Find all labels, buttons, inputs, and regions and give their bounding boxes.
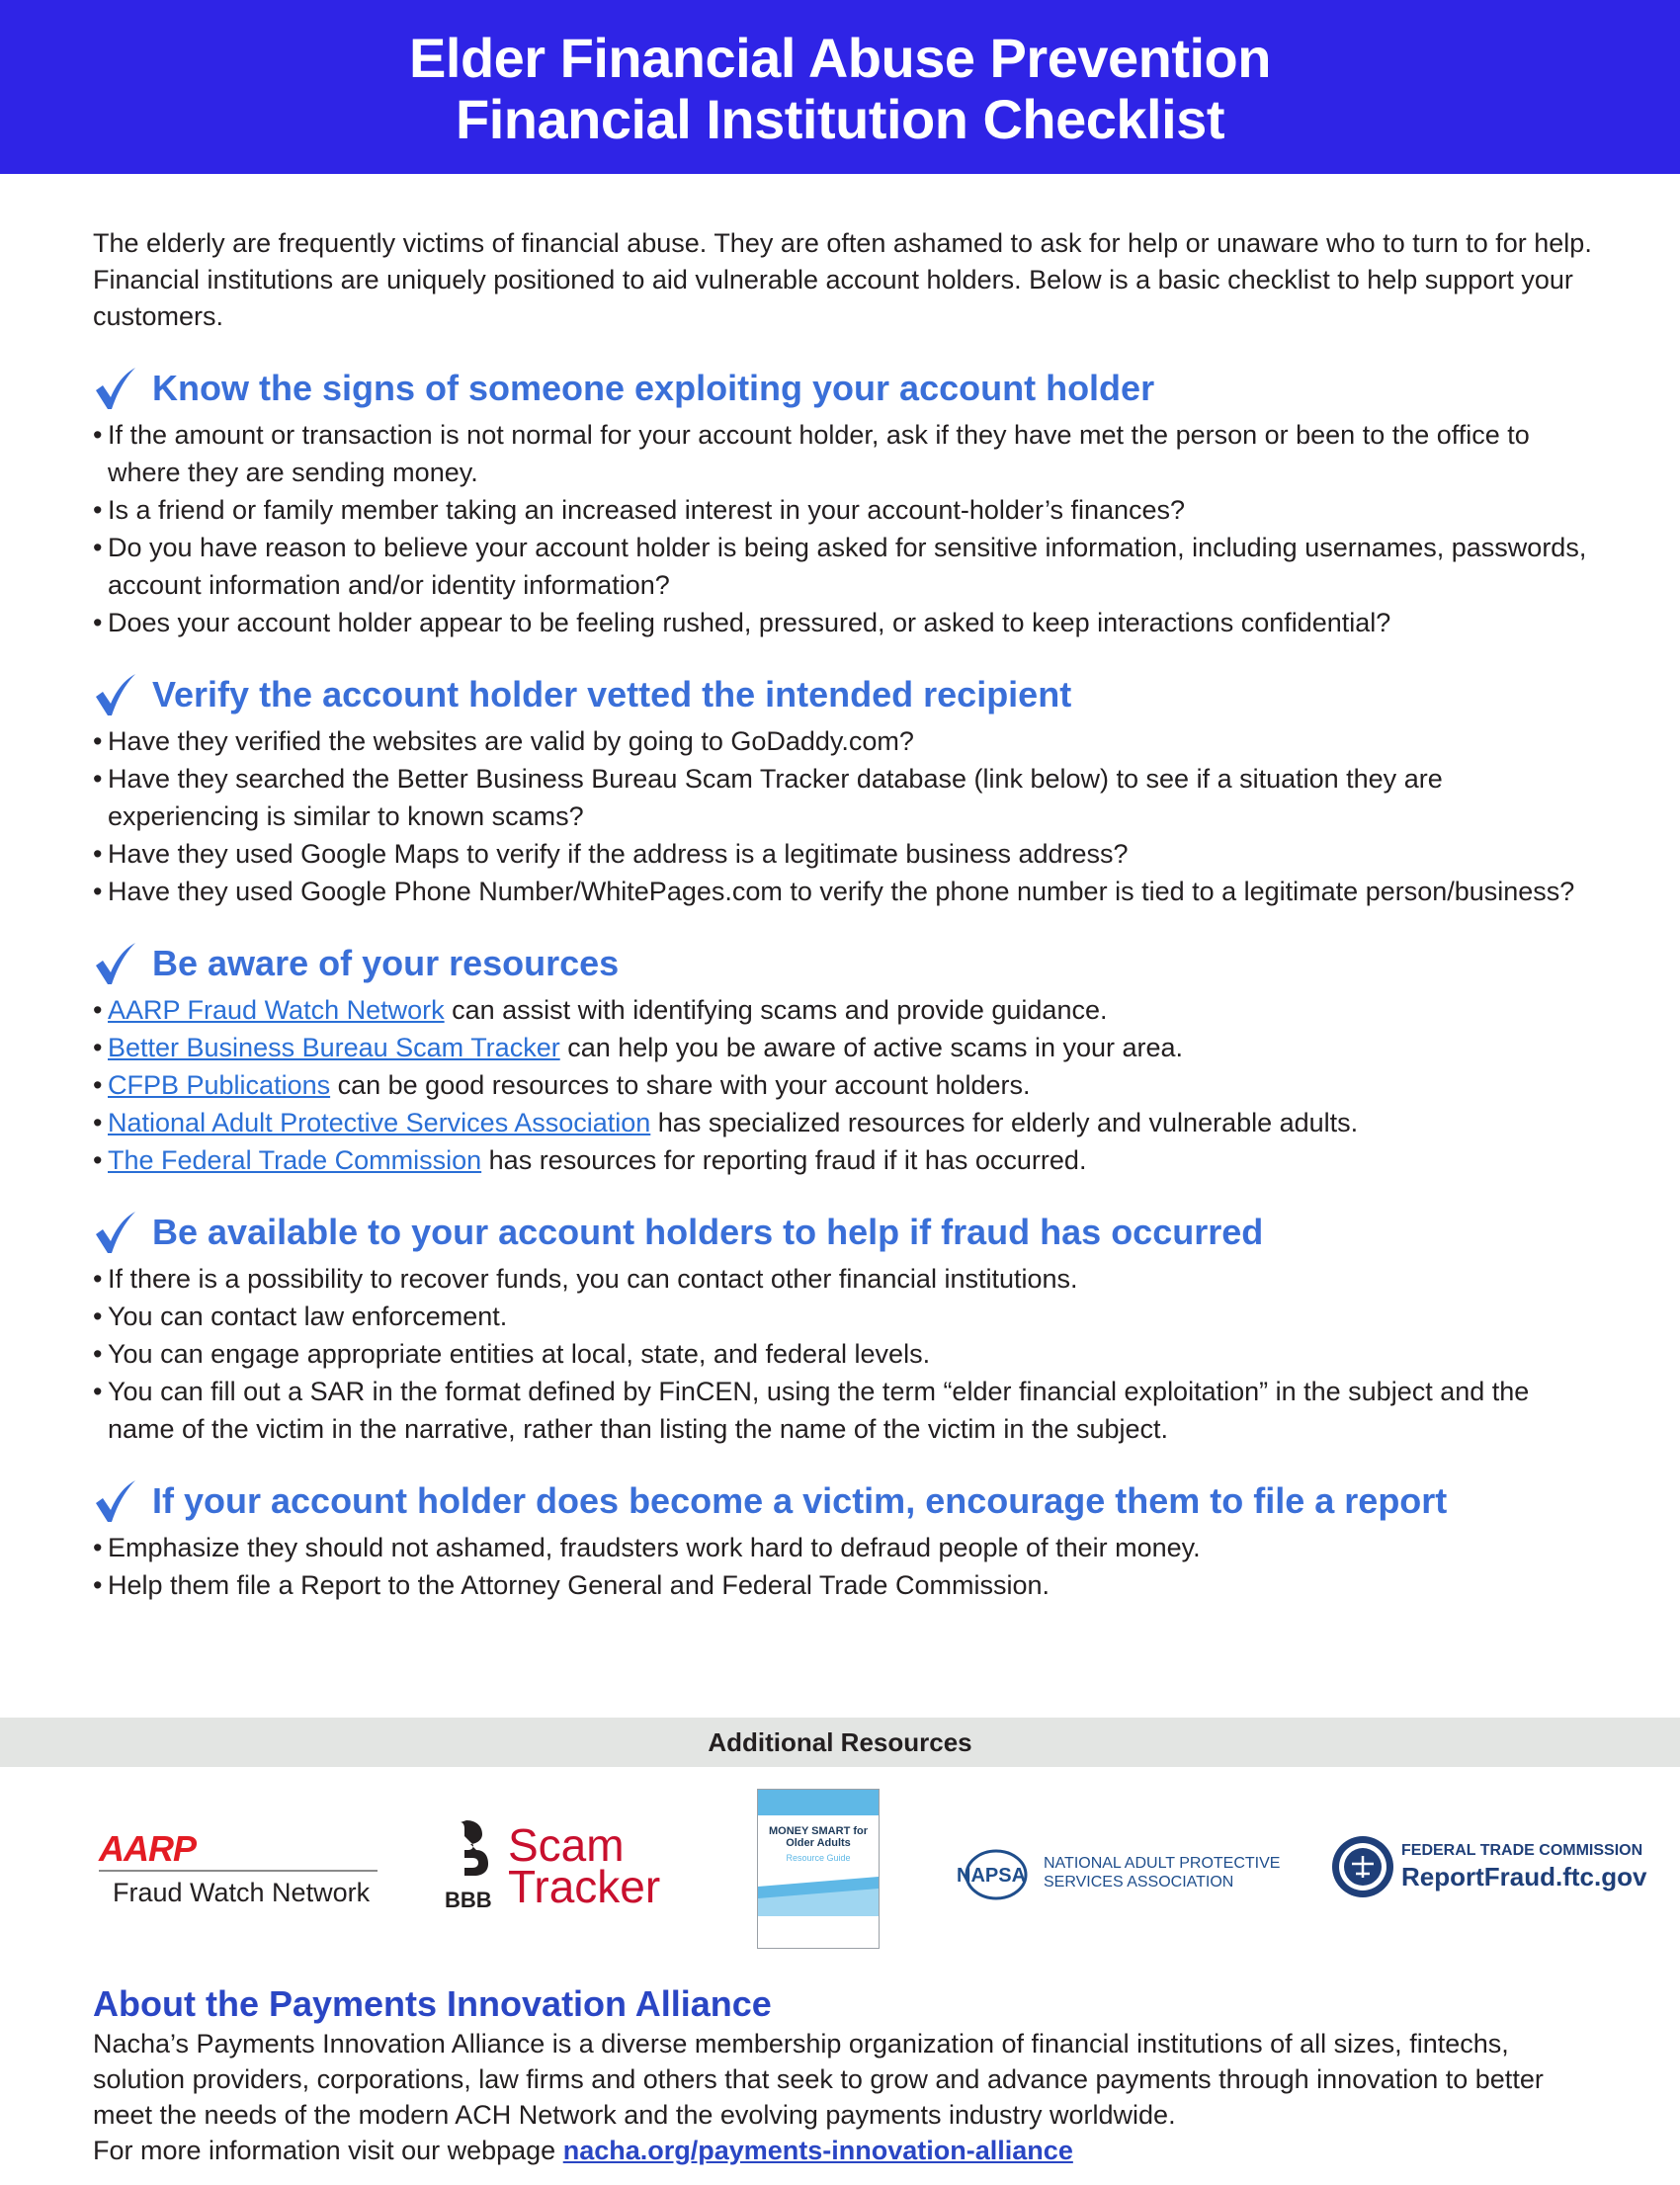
- bbb-scam-tracker-link[interactable]: Better Business Bureau Scam Tracker: [108, 1033, 560, 1062]
- checkmark-icon: [93, 1210, 138, 1255]
- resource-description: has resources for reporting fraud if it has occurred.: [481, 1145, 1087, 1175]
- list-item: • Have they searched the Better Business Bureau Scam Tracker database (link below) to see if a situation they are experiencing is similar to known scams?: [93, 760, 1595, 835]
- resource-description: can assist with identifying scams and provide guidance.: [444, 995, 1108, 1025]
- about-heading: About the Payments Innovation Alliance: [93, 1983, 772, 2024]
- list-item: [93, 1066, 1595, 1104]
- list-item: [93, 1029, 1595, 1066]
- list-item: • You can fill out a SAR in the format defined by FinCEN, using the term “elder financial exploitation” in the subject and the name of the victim in the narrative, rather than listing the name of the victim in the subject.: [93, 1373, 1595, 1448]
- section-title: Be aware of your resources: [152, 943, 620, 983]
- list-item: • If there is a possibility to recover funds, you can contact other financial institutions.: [93, 1260, 1595, 1298]
- napsa-line-2: SERVICES ASSOCIATION: [1044, 1874, 1234, 1891]
- section-file-report: [93, 1475, 1595, 1604]
- ftc-name: FEDERAL TRADE COMMISSION: [1401, 1842, 1643, 1859]
- ftc-seal-icon: [1330, 1834, 1395, 1899]
- napsa-mark-icon: [951, 1848, 1042, 1901]
- list-item: [93, 1141, 1595, 1179]
- bbb-scam-tracker-logo[interactable]: [443, 1814, 680, 1923]
- about-body: Nacha’s Payments Innovation Alliance is a diverse membership organization of financial institutions of all sizes, fintechs, solution providers, corporations, law firms and others that seek to grow and advance payments through innovation to better meet the needs of the modern ACH Network and the evolving payments industry worldwide.: [93, 2029, 1544, 2130]
- cfpb-publications-link[interactable]: CFPB Publications: [108, 1070, 331, 1100]
- aarp-fraud-watch-link[interactable]: AARP Fraud Watch Network: [108, 995, 445, 1025]
- list-item: • Emphasize they should not ashamed, fraudsters work hard to defraud people of their money.: [93, 1529, 1595, 1566]
- resource-logos: [0, 1779, 1680, 1957]
- ftc-url: ReportFraud.ftc.gov: [1401, 1862, 1647, 1891]
- list-item: • Do you have reason to believe your account holder is being asked for sensitive information, including usernames, passwords, account information and/or identity information?: [93, 529, 1595, 604]
- napsa-mark-text: NAPSA: [957, 1865, 1027, 1887]
- checkmark-icon: [93, 366, 138, 411]
- bbb-scam-text: Scam: [508, 1819, 625, 1871]
- intro-paragraph: The elderly are frequently victims of financial abuse. They are often ashamed to ask for help or unaware who to turn to for help. Financial institutions are uniquely positioned to aid vulnerable account holders. Below is a basic checklist to help support your customers.: [93, 228, 1592, 331]
- napsa-line-1: NATIONAL ADULT PROTECTIVE: [1044, 1855, 1281, 1872]
- header-banner: [0, 0, 1680, 174]
- napsa-logo[interactable]: [951, 1848, 1292, 1901]
- about-section: [93, 1982, 1595, 2168]
- section-verify-recipient: [93, 669, 1595, 910]
- more-info: [93, 2133, 1595, 2168]
- aarp-subtitle: Fraud Watch Network: [113, 1878, 371, 1907]
- checkmark-icon: [93, 941, 138, 986]
- list-item: • Have they used Google Maps to verify if the address is a legitimate business address?: [93, 835, 1595, 873]
- resource-description: has specialized resources for elderly and vulnerable adults.: [650, 1108, 1359, 1137]
- page-title: [0, 0, 1680, 150]
- napsa-name: [1044, 1854, 1280, 1891]
- aarp-wordmark: AARP: [99, 1828, 197, 1869]
- aarp-fraud-watch-logo[interactable]: [99, 1828, 385, 1907]
- list-item: • Have they used Google Phone Number/WhitePages.com to verify the phone number is tied to a legitimate person/business?: [93, 873, 1595, 910]
- checklist-content: [93, 225, 1595, 1632]
- napsa-link[interactable]: National Adult Protective Services Association: [108, 1108, 651, 1137]
- list-item: • If the amount or transaction is not normal for your account holder, ask if they have met the person or been to the office to where they are sending money.: [93, 416, 1595, 491]
- cover-subtitle: Resource Guide: [786, 1853, 851, 1863]
- section-know-signs: [93, 363, 1595, 641]
- aarp-divider: [99, 1870, 378, 1872]
- list-item: • You can engage appropriate entities at local, state, and federal levels.: [93, 1335, 1595, 1373]
- section-be-available: [93, 1207, 1595, 1448]
- title-line-1: Elder Financial Abuse Prevention: [409, 27, 1271, 89]
- section-title: Know the signs of someone exploiting your account holder: [152, 368, 1155, 408]
- list-item: • Help them file a Report to the Attorney General and Federal Trade Commission.: [93, 1566, 1595, 1604]
- more-info-prefix: For more information visit our webpage: [93, 2136, 563, 2165]
- ftc-reportfraud-logo[interactable]: [1330, 1834, 1647, 1913]
- section-title: Verify the account holder vetted the intended recipient: [152, 674, 1072, 714]
- cover-title: MONEY SMART for Older Adults: [768, 1825, 869, 1849]
- bbb-letters: BBB: [445, 1888, 492, 1912]
- title-line-2: Financial Institution Checklist: [456, 88, 1224, 150]
- cover-graphic: [758, 1877, 879, 1916]
- checkmark-icon: [93, 1478, 138, 1524]
- list-item: • Does your account holder appear to be feeling rushed, pressured, or asked to keep interactions confidential?: [93, 604, 1595, 641]
- money-smart-guide-cover[interactable]: [757, 1789, 880, 1949]
- bbb-tracker-text: Tracker: [508, 1861, 661, 1912]
- section-title: If your account holder does become a victim, encourage them to file a report: [152, 1480, 1448, 1521]
- alliance-webpage-link[interactable]: nacha.org/payments-innovation-alliance: [562, 2136, 1073, 2165]
- list-item: • You can contact law enforcement.: [93, 1298, 1595, 1335]
- list-item: • Have they verified the websites are valid by going to GoDaddy.com?: [93, 722, 1595, 760]
- checkmark-icon: [93, 672, 138, 717]
- resource-description: can be good resources to share with your account holders.: [330, 1070, 1031, 1100]
- section-title: Be available to your account holders to help if fraud has occurred: [152, 1212, 1264, 1252]
- list-item: [93, 991, 1595, 1029]
- additional-resources-heading: Additional Resources: [0, 1718, 1680, 1767]
- list-item: [93, 1104, 1595, 1141]
- list-item: • Is a friend or family member taking an increased interest in your account-holder’s finances?: [93, 491, 1595, 529]
- ftc-link[interactable]: The Federal Trade Commission: [108, 1145, 482, 1175]
- bbb-torch-icon: [443, 1814, 502, 1913]
- cover-band: [758, 1790, 879, 1815]
- section-resources: [93, 938, 1595, 1179]
- resource-description: can help you be aware of active scams in your area.: [559, 1033, 1184, 1062]
